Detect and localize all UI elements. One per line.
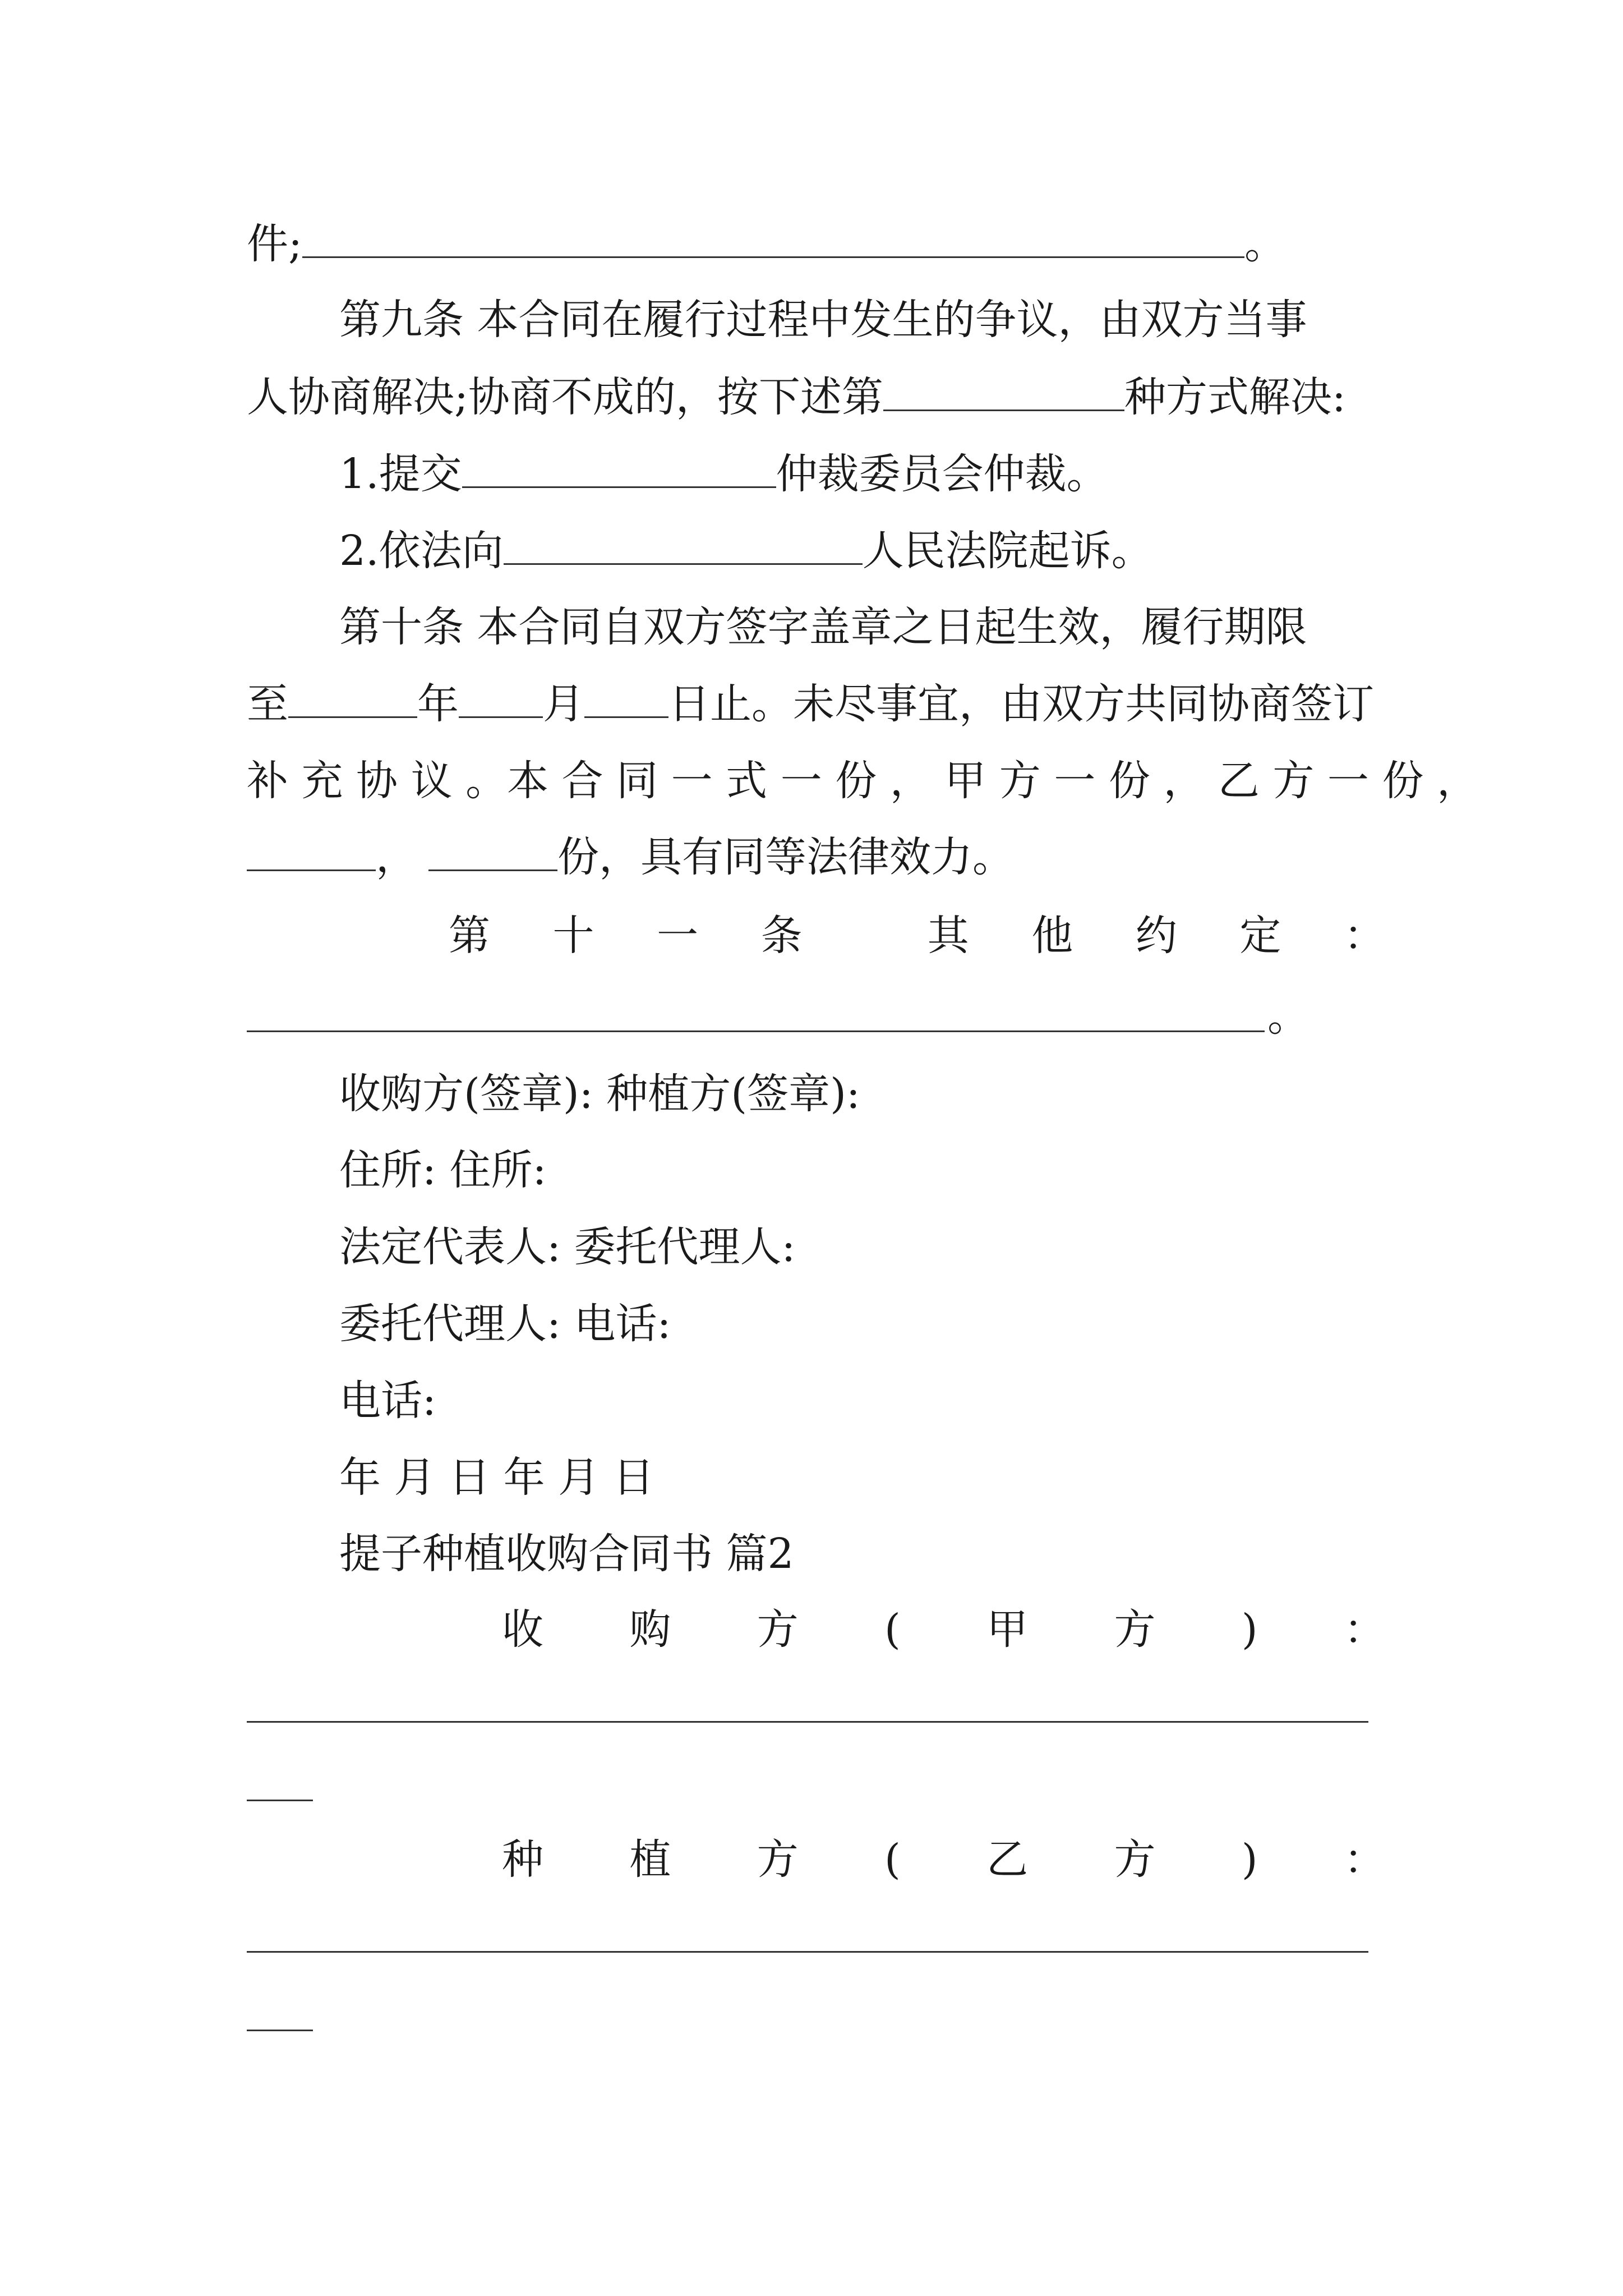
line-text: 补 充 协 议 。本 合 同 一 式 一 份 ， 甲 方 一 份 ， 乙 方 一 份 ， [247, 757, 1478, 805]
spread-char: ： [1343, 1835, 1385, 1884]
line-text: 收购方(签章): 种植方(签章): [339, 1070, 860, 1118]
line-text: 提子种植收购合同书 篇2 [339, 1530, 794, 1578]
text-line [247, 829, 1014, 885]
fill-blank [247, 1030, 1265, 1032]
fill-blank [584, 677, 668, 718]
fill-blank [428, 830, 557, 871]
spread-char: 方 [1114, 1835, 1156, 1884]
spread-char: 方 [757, 1605, 799, 1654]
list-item [339, 523, 1153, 579]
spread-char: 其 [927, 912, 969, 960]
section-title [339, 1526, 794, 1582]
spread-char: ： [1343, 912, 1385, 960]
spread-char: 十 [552, 912, 594, 960]
spread-char: 收 [502, 1605, 543, 1654]
line-text: 2.依法向 [339, 527, 504, 575]
text-line [1267, 988, 1309, 1045]
fill-blank [504, 524, 863, 565]
fill-blank [247, 1951, 1368, 1953]
line-text: 至 [247, 680, 288, 728]
line-text: 第十条 本合同自双方签字盖章之日起生效，履行期限 [339, 603, 1307, 651]
fill-blank [247, 1800, 313, 1801]
spread-char: 约 [1135, 912, 1177, 960]
fill-blank [459, 677, 543, 718]
fill-blank [883, 370, 1124, 411]
spread-char: ( [884, 1605, 901, 1654]
spread-char: 一 [657, 912, 699, 960]
line-text: 1.提交 [339, 450, 462, 498]
spread-char: 植 [629, 1835, 671, 1884]
line-text: 种方式解决: [1124, 373, 1346, 421]
article-ten [339, 599, 1307, 655]
fill-blank [302, 217, 1244, 258]
line-text: 。 [1267, 992, 1309, 1041]
spread-char: ) [1241, 1605, 1258, 1654]
line-text: ， [376, 833, 417, 881]
spread-char: 甲 [986, 1605, 1029, 1654]
line-text: 住所: 住所: [339, 1146, 547, 1194]
line-text: 法定代表人: 委托代理人: [339, 1223, 796, 1271]
line-text: 委托代理人: 电话: [339, 1300, 671, 1348]
article-eleven [449, 908, 1385, 964]
signature-line [339, 1066, 860, 1122]
line-text: 。 [1244, 220, 1286, 268]
spread-char: ： [1343, 1605, 1385, 1654]
text-line [247, 676, 1374, 732]
agent-line [339, 1296, 671, 1352]
phone-line [339, 1373, 436, 1429]
line-text: 份，具有同等法律效力。 [557, 833, 1014, 881]
line-text: 月 [543, 680, 584, 728]
line-text: 年 [417, 680, 459, 728]
spread-char: 种 [502, 1835, 543, 1884]
line-text: 年 月 日 年 月 日 [339, 1453, 654, 1502]
date-line [339, 1450, 654, 1506]
spread-char: ) [1241, 1835, 1258, 1884]
fill-blank [247, 830, 376, 871]
spread-char: 方 [1114, 1605, 1156, 1654]
spread-char: 第 [449, 912, 490, 960]
fill-blank [288, 677, 417, 718]
list-item [339, 446, 1108, 502]
party-b-label [502, 1832, 1385, 1888]
line-text: 仲裁委员会仲裁。 [776, 450, 1108, 498]
fill-blank [247, 2030, 313, 2031]
party-a-label [502, 1602, 1385, 1658]
address-line [339, 1142, 546, 1198]
representative-line [339, 1219, 795, 1275]
text-line [247, 753, 1478, 809]
fill-blank [247, 1721, 1368, 1723]
line-text: 人民法院起诉。 [862, 527, 1153, 575]
spread-char: 定 [1239, 912, 1281, 960]
line-text: 第九条 本合同在履行过程中发生的争议，由双方当事 [339, 296, 1307, 344]
line-text: 件; [247, 220, 302, 268]
spread-char: 乙 [986, 1835, 1029, 1884]
line-text: 日止。未尽事宜，由双方共同协商签订 [668, 680, 1374, 728]
text-line [247, 216, 1286, 272]
line-text: 电话: [339, 1377, 436, 1425]
text-line [247, 369, 1346, 425]
spread-char: 他 [1031, 912, 1073, 960]
spread-char: 购 [629, 1605, 671, 1654]
fill-blank [462, 447, 776, 488]
line-text: 人协商解决;协商不成的，按下述第 [247, 373, 883, 421]
article-nine [339, 292, 1307, 348]
spread-char: ( [884, 1835, 901, 1884]
spread-char: 方 [757, 1835, 799, 1884]
spread-char: 条 [760, 912, 803, 960]
